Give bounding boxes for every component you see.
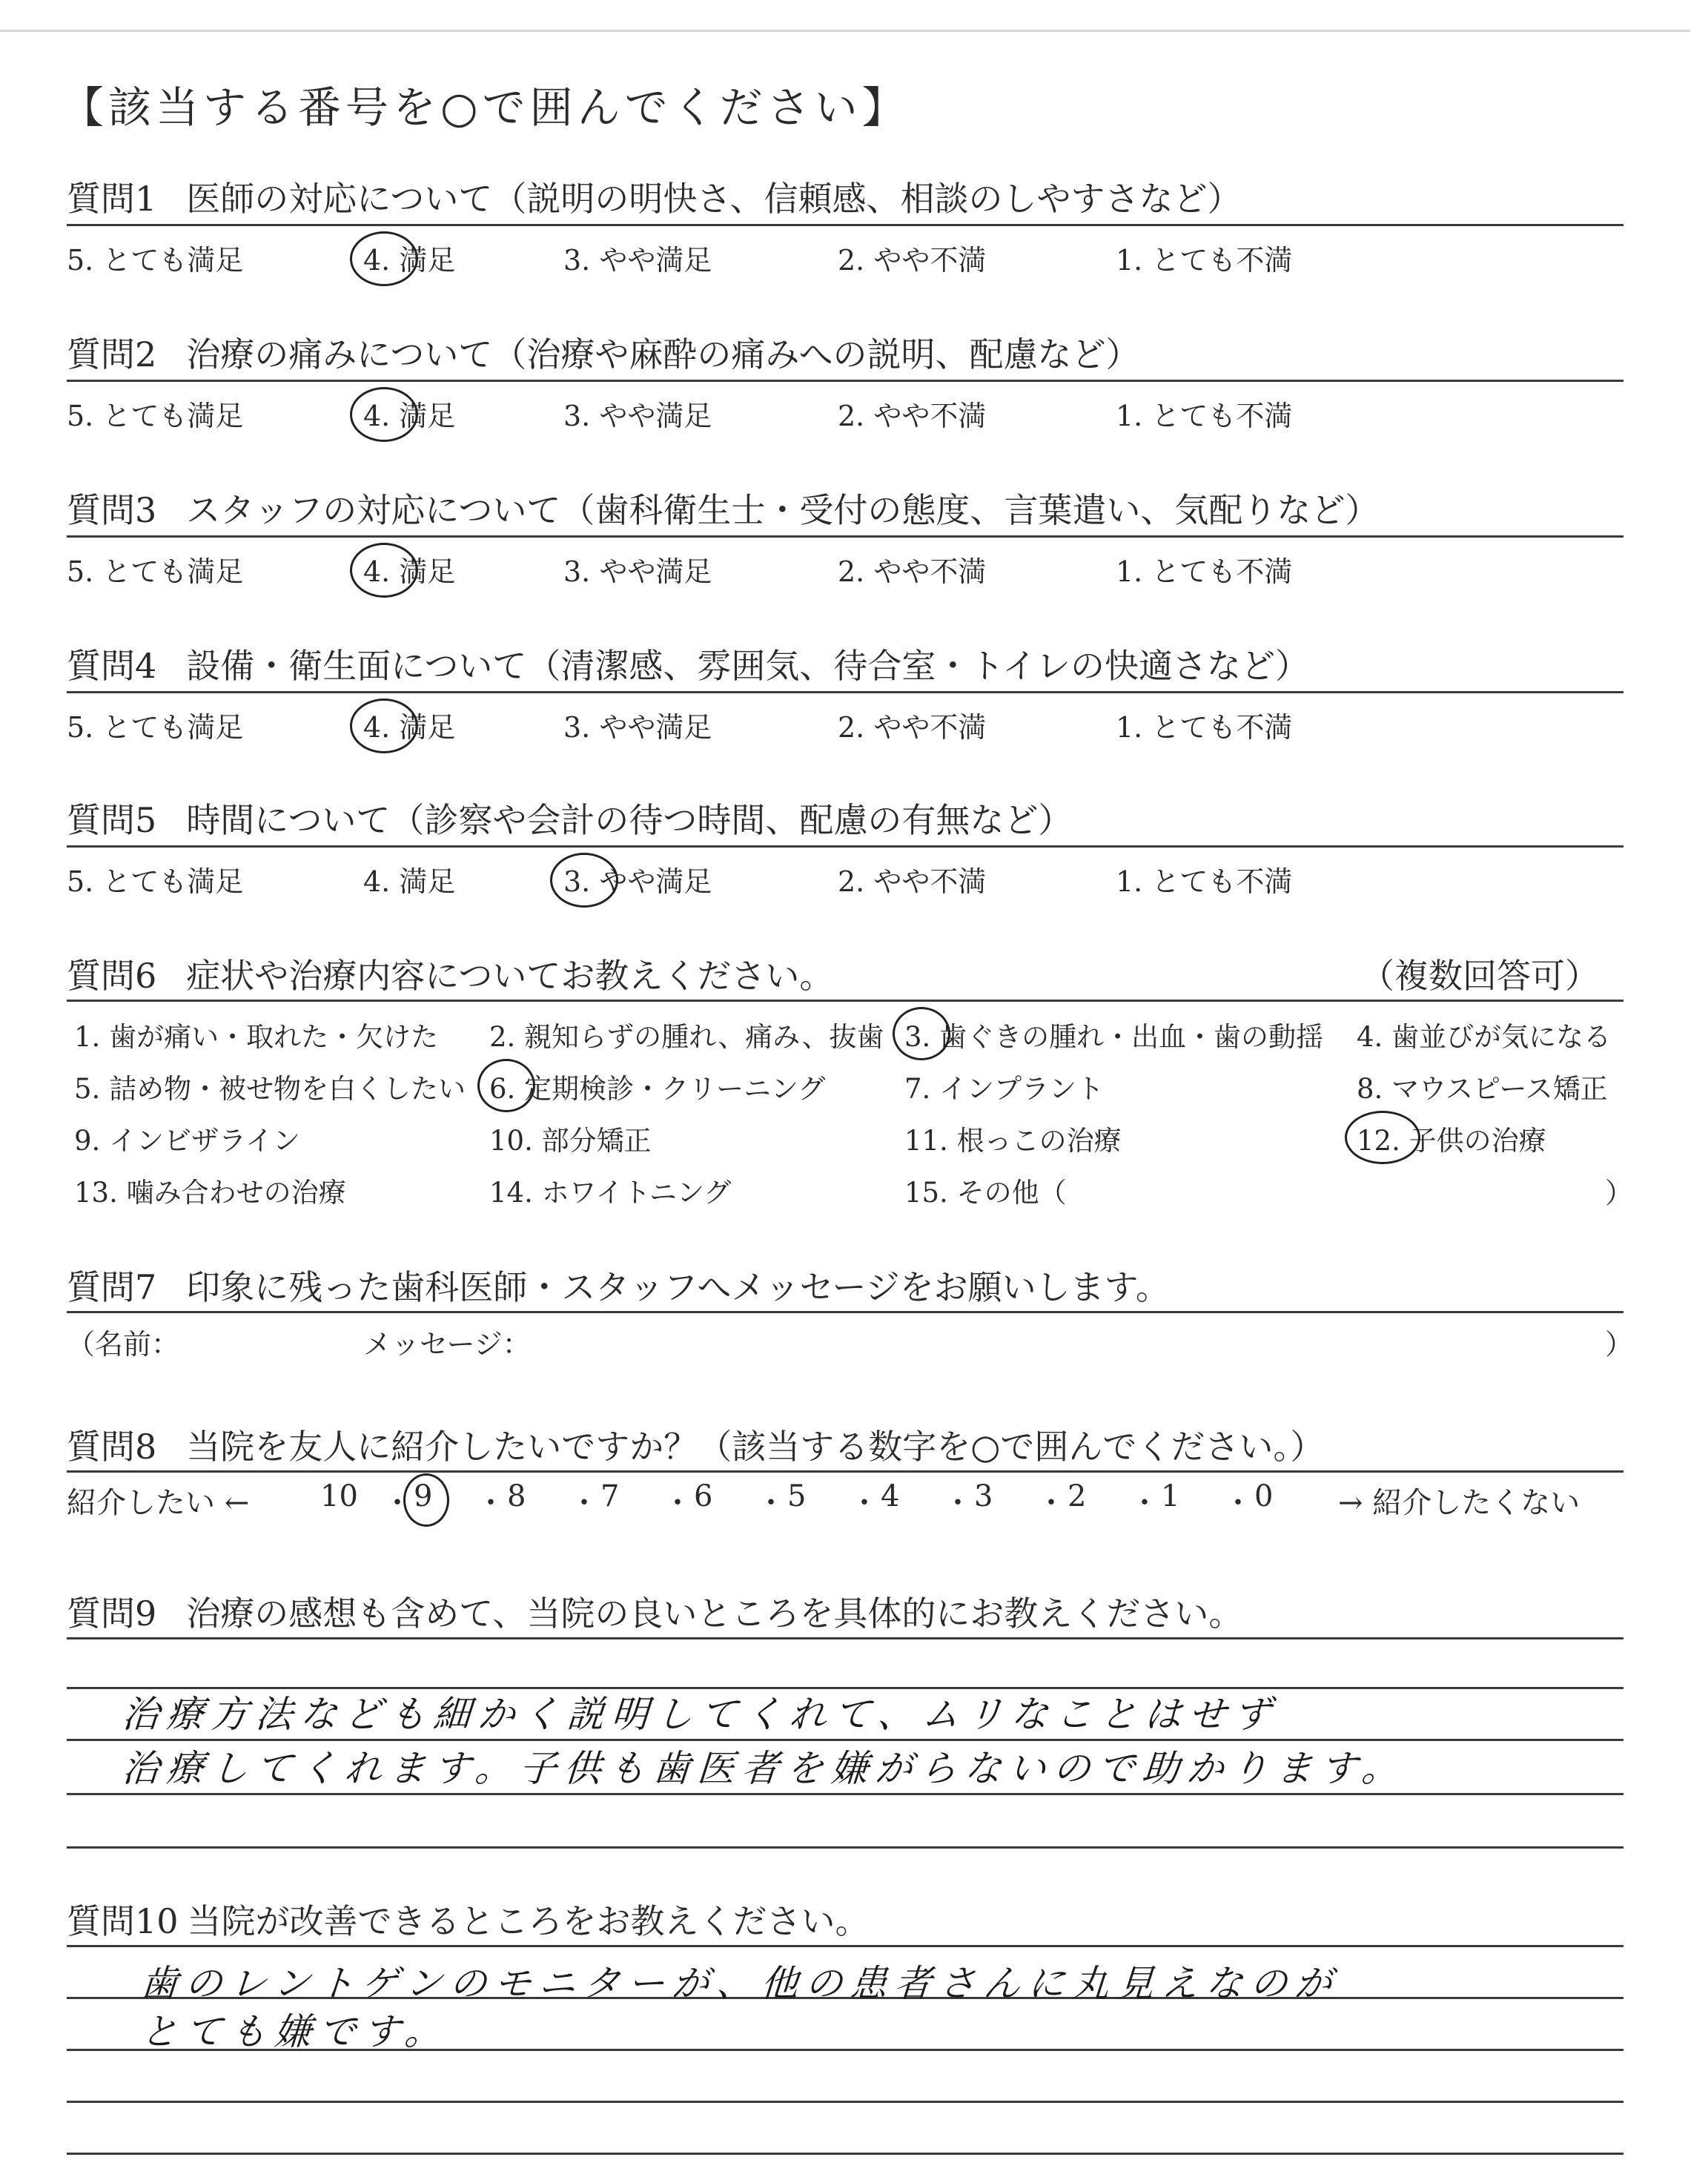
q8-scale-separator: ・ (850, 1486, 879, 1520)
q5-option-5[interactable]: 5. とても満足 (67, 865, 244, 898)
q2-selection-circle (350, 387, 418, 442)
q6-option-4[interactable]: 4. 歯並びが気になる (1357, 1021, 1612, 1053)
q6-option-7[interactable]: 7. インプラント (904, 1073, 1105, 1105)
q2-text: 治療の痛みについて（治療や麻酔の痛みへの説明、配慮など） (186, 334, 1140, 374)
q6-option-14[interactable]: 14. ホワイトニング (489, 1177, 732, 1209)
q3-number: 質問3 (67, 490, 157, 530)
q9-answer-line-1: 治療方法なども細かく説明してくれて、ムリなことはせず (120, 1693, 1280, 1736)
q8-selection-circle (403, 1473, 449, 1527)
q6-option-9[interactable]: 9. インビザライン (74, 1125, 300, 1157)
q10-rule-5 (67, 2153, 1623, 2155)
q3-selection-circle (350, 543, 418, 598)
q8-scale-separator: ・ (1223, 1486, 1253, 1520)
q5-rule (67, 845, 1623, 848)
q3-rule (67, 535, 1623, 538)
q6-number: 質問6 (67, 956, 157, 996)
q9-text: 治療の感想も含めて、当院の良いところを具体的にお教えください。 (186, 1593, 1243, 1634)
q8-scale-separator: ・ (756, 1486, 786, 1520)
q7-number: 質問7 (67, 1267, 157, 1307)
q8-scale-8[interactable]: 8 (507, 1479, 526, 1513)
q8-scale-separator: ・ (663, 1486, 692, 1520)
q6-selection-circle-6 (477, 1059, 535, 1112)
q10-answer-line-2: とても嫌です。 (139, 2010, 451, 2053)
q6-option-10[interactable]: 10. 部分矯正 (489, 1125, 652, 1157)
q10-answer-line-1: 歯のレントゲンのモニターが、他の患者さんに丸見えなのが (139, 1962, 1341, 2005)
q6-option-1[interactable]: 1. 歯が痛い・取れた・欠けた (74, 1021, 439, 1053)
q7-heading (67, 1261, 1170, 1309)
q3-option-4[interactable]: 4. 満足 (363, 555, 456, 588)
q10-heading (67, 1895, 870, 1943)
q4-option-3[interactable]: 3. やや満足 (563, 711, 712, 744)
q4-heading (67, 639, 1309, 688)
q2-option-4[interactable]: 4. 満足 (363, 400, 456, 432)
q5-option-3[interactable]: 3. やや満足 (563, 865, 712, 898)
q8-scale-10[interactable]: 10 (320, 1479, 358, 1513)
q8-text: 当院を友人に紹介したいですか？（該当する数字を○で囲んでください。） (186, 1427, 1325, 1467)
q5-option-2[interactable]: 2. やや不満 (838, 865, 987, 898)
q8-scale-separator: ・ (1130, 1486, 1159, 1520)
q1-selection-circle (350, 231, 418, 286)
q1-option-1[interactable]: 1. とても不満 (1116, 244, 1293, 277)
q8-scale-9[interactable]: 9 (414, 1479, 433, 1513)
q4-option-2[interactable]: 2. やや不満 (838, 711, 987, 744)
q9-number: 質問9 (67, 1593, 157, 1634)
q10-text: 当院が改善できるところをお教えください。 (187, 1901, 870, 1941)
q6-option-15[interactable]: 15. その他（ (904, 1177, 1067, 1209)
q6-option-12[interactable]: 12. 子供の治療 (1357, 1125, 1546, 1157)
q8-scale-2[interactable]: 2 (1068, 1479, 1087, 1513)
q1-option-3[interactable]: 3. やや満足 (563, 244, 712, 277)
q6-option-8[interactable]: 8. マウスピース矯正 (1357, 1073, 1608, 1105)
q3-text: スタッフの対応について（歯科衛生士・受付の態度、言葉遣い、気配りなど） (186, 490, 1380, 530)
q8-right-label: → 紹介したくない (1338, 1486, 1580, 1520)
q6-selection-circle-12 (1345, 1111, 1420, 1164)
q5-option-1[interactable]: 1. とても不満 (1116, 865, 1293, 898)
q4-option-4[interactable]: 4. 満足 (363, 711, 456, 744)
q4-text: 設備・衛生面について（清潔感、雰囲気、待合室・トイレの快適さなど） (186, 646, 1310, 686)
q10-number: 質問10 (67, 1901, 179, 1941)
q8-scale-3[interactable]: 3 (974, 1479, 993, 1513)
q6-option-5[interactable]: 5. 詰め物・被せ物を白くしたい (74, 1073, 466, 1105)
q8-scale-7[interactable]: 7 (600, 1479, 620, 1513)
q2-option-2[interactable]: 2. やや不満 (838, 400, 987, 432)
q2-number: 質問2 (67, 334, 157, 374)
q7-close-paren: ） (1605, 1328, 1634, 1361)
q1-number: 質問1 (67, 179, 157, 219)
q4-selection-circle (350, 698, 418, 753)
q1-option-4[interactable]: 4. 満足 (363, 244, 456, 277)
q3-heading (67, 483, 1379, 532)
q3-option-2[interactable]: 2. やや不満 (838, 555, 987, 588)
q6-note: （複数回答可） (1360, 956, 1599, 996)
page-top-edge (0, 30, 1690, 32)
q6-text: 症状や治療内容についてお教えください。 (186, 956, 834, 996)
q8-number: 質問8 (67, 1427, 157, 1467)
q8-scale-separator: ・ (476, 1486, 506, 1520)
q1-heading (67, 172, 1242, 221)
q8-scale-0[interactable]: 0 (1254, 1479, 1274, 1513)
q8-scale-separator: ・ (383, 1486, 412, 1520)
q6-other-close-paren: ） (1605, 1177, 1634, 1209)
q5-option-4[interactable]: 4. 満足 (363, 865, 456, 898)
q7-rule (67, 1311, 1623, 1313)
form-header: 【該当する番号を○で囲んでください】 (61, 82, 910, 133)
q7-name-label: （名前： (67, 1328, 180, 1361)
q2-heading (67, 328, 1139, 377)
q8-scale-separator: ・ (1036, 1486, 1066, 1520)
q1-text: 医師の対応について（説明の明快さ、信頼感、相談のしやすさなど） (186, 179, 1242, 219)
q6-option-6[interactable]: 6. 定期検診・クリーニング (489, 1073, 826, 1105)
q4-option-1[interactable]: 1. とても不満 (1116, 711, 1293, 744)
q2-option-3[interactable]: 3. やや満足 (563, 400, 712, 432)
q7-message-label: メッセージ： (363, 1328, 531, 1361)
q3-option-3[interactable]: 3. やや満足 (563, 555, 712, 588)
q1-rule (67, 224, 1623, 226)
q10-rule-1 (67, 1945, 1623, 1947)
q9-answer-line-2: 治療してくれます。子供も歯医者を嫌がらないので助かります。 (120, 1747, 1408, 1790)
q6-selection-circle-3 (893, 1007, 950, 1060)
q3-option-5[interactable]: 5. とても満足 (67, 555, 244, 588)
q7-text: 印象に残った歯科医師・スタッフへメッセージをお願いします。 (186, 1267, 1170, 1307)
q5-text: 時間について（診察や会計の待つ時間、配慮の有無など） (186, 800, 1073, 840)
q2-rule (67, 380, 1623, 382)
q4-rule (67, 691, 1623, 693)
q2-option-5[interactable]: 5. とても満足 (67, 400, 244, 432)
q5-selection-circle (550, 853, 618, 908)
q9-rule-1 (67, 1637, 1623, 1639)
q5-number: 質問5 (67, 800, 157, 840)
q8-heading (67, 1420, 1324, 1469)
q8-scale-5[interactable]: 5 (787, 1479, 807, 1513)
q10-rule-4 (67, 2101, 1623, 2103)
q2-option-1[interactable]: 1. とても不満 (1116, 400, 1293, 432)
q5-heading (67, 793, 1072, 842)
q6-heading (67, 949, 833, 998)
q1-option-2[interactable]: 2. やや不満 (838, 244, 987, 277)
q6-option-13[interactable]: 13. 噛み合わせの治療 (74, 1177, 346, 1209)
q8-scale-4[interactable]: 4 (881, 1479, 900, 1513)
q9-rule-4 (67, 1793, 1623, 1795)
q6-option-11[interactable]: 11. 根っこの治療 (904, 1125, 1122, 1157)
q8-scale-separator: ・ (943, 1486, 973, 1520)
q6-option-3[interactable]: 3. 歯ぐきの腫れ・出血・歯の動揺 (904, 1021, 1324, 1053)
q8-left-label: 紹介したい ← (67, 1486, 250, 1520)
q8-scale-6[interactable]: 6 (694, 1479, 713, 1513)
q6-rule (67, 1000, 1623, 1002)
q1-option-5[interactable]: 5. とても満足 (67, 244, 244, 277)
q4-option-5[interactable]: 5. とても満足 (67, 711, 244, 744)
q4-number: 質問4 (67, 646, 157, 686)
q8-scale-1[interactable]: 1 (1161, 1479, 1180, 1513)
q8-rule (67, 1470, 1623, 1473)
q6-option-2[interactable]: 2. 親知らずの腫れ、痛み、抜歯 (489, 1021, 884, 1053)
q9-heading (67, 1587, 1242, 1636)
q9-rule-5 (67, 1846, 1623, 1849)
q8-scale-separator: ・ (569, 1486, 599, 1520)
q3-option-1[interactable]: 1. とても不満 (1116, 555, 1293, 588)
